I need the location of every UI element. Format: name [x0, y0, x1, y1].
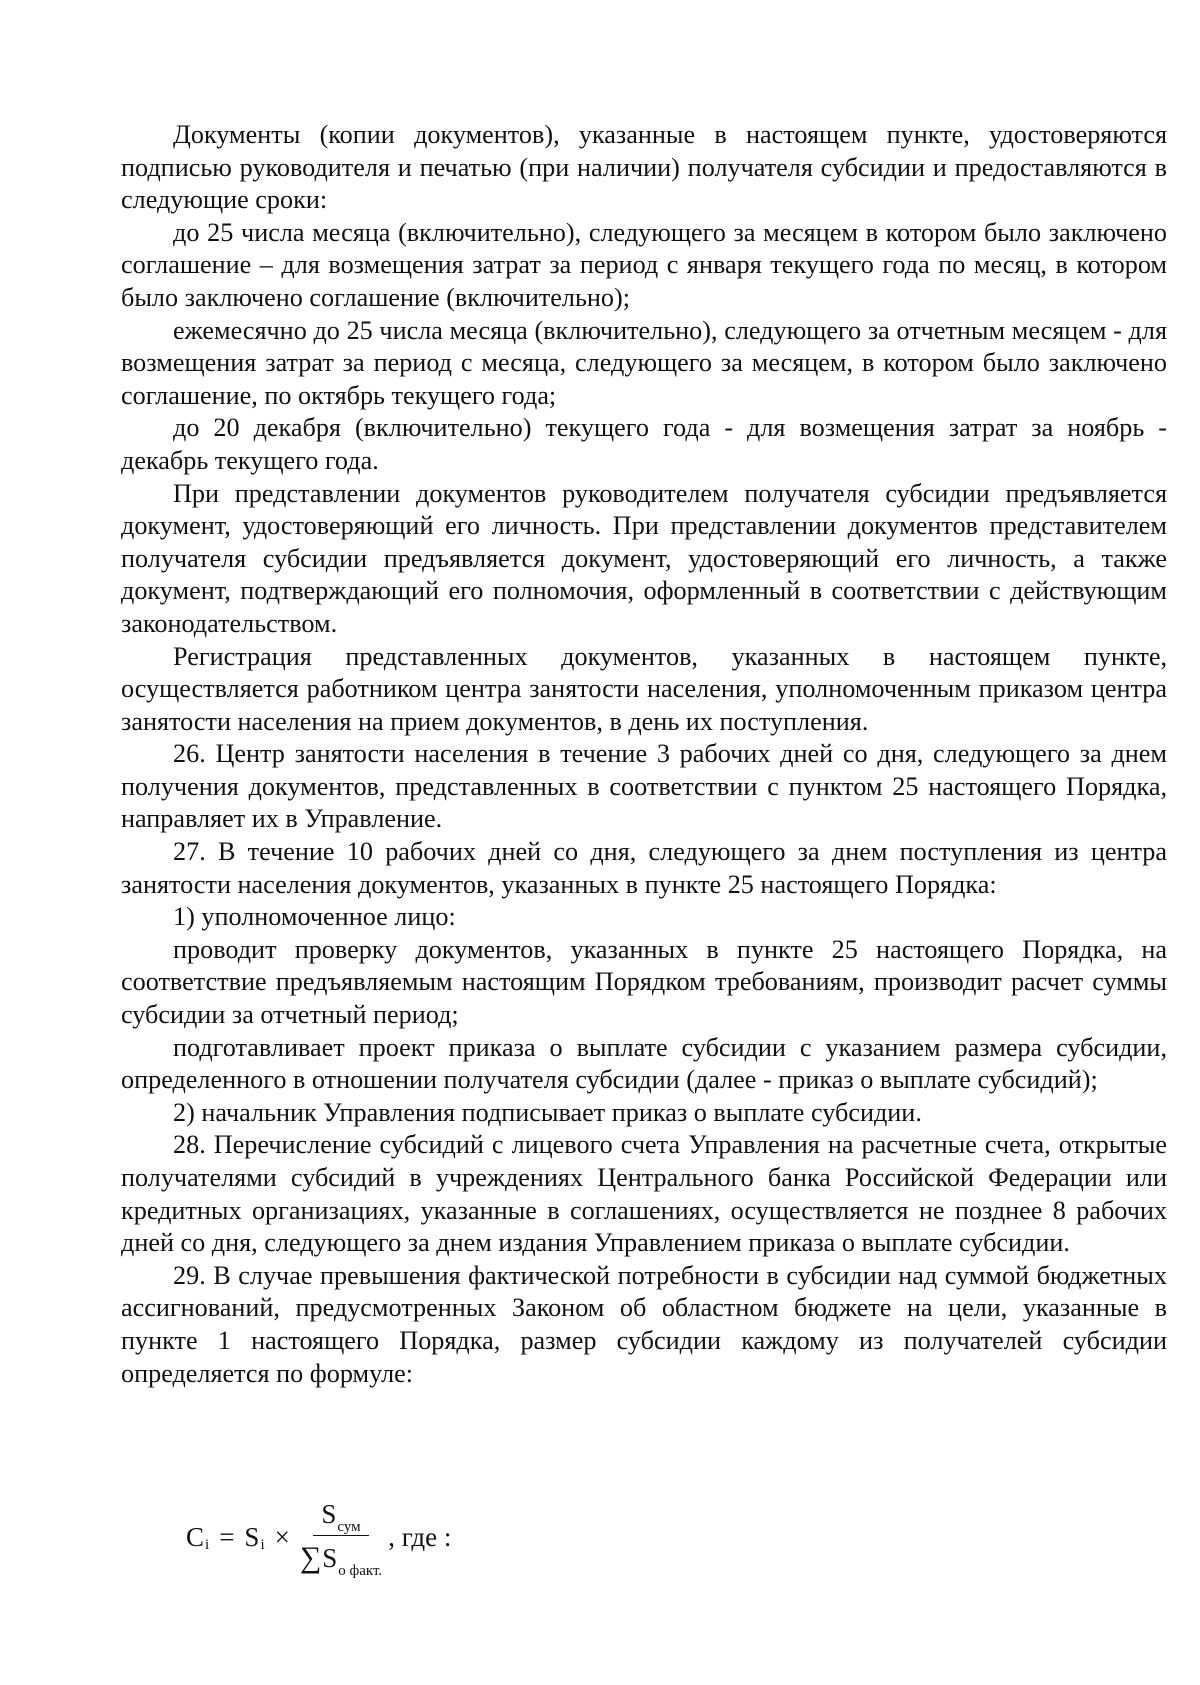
formula-s: S: [244, 1521, 260, 1552]
formula-suffix: , где :: [388, 1521, 452, 1552]
paragraph-draft-order: подготавливает проект приказа о выплате субсидии с указанием размера субсидии, определенного в отношении получателя субсидии (далее - приказ о выплате субсидий);: [121, 1032, 1167, 1095]
formula-denominator: [299, 1536, 383, 1579]
paragraph-registration: Регистрация представленных документов, указанных в настоящем пункте, осуществляется работником центра занятости населения, уполномоченным приказом центра занятости населения на прием документов, в день их поступления.: [121, 641, 1167, 736]
paragraph-item-27: 27. В течение 10 рабочих дней со дня, следующего за днем поступления из центра занятости населения документов, указанных в пункте 25 настоящего Порядка:: [121, 837, 1167, 899]
paragraph-identity: При представлении документов руководителем получателя субсидии предъявляется документ, удостоверяющий его личность. При представлении документов представителем получателя субсидии предъявляется документ, удостоверяющий его личность, а также документ, подтверждающий его полномочия, оформленный в соответствии с действующим законодательством.: [121, 478, 1167, 638]
paragraph-verification: проводит проверку документов, указанных в пункте 25 настоящего Порядка, на соответствие предъявляемым настоящим Порядком требованиям, производит расчет суммы субсидии за отчетный период;: [121, 934, 1167, 1030]
formula-lhs: C: [186, 1521, 205, 1552]
document-body: [121, 119, 1167, 1390]
numerator-subscript: сум: [337, 1519, 361, 1535]
denominator-subscript: о факт.: [338, 1563, 383, 1579]
formula-s-subscript: i: [260, 1536, 265, 1553]
subsidy-formula: [186, 1496, 451, 1578]
paragraph-documents-certification: Документы (копии документов), указанные в настоящем пункте, удостоверяются подписью руководителя и печатью (при наличии) получателя субсидии и предоставляются в следующие сроки:: [121, 120, 1167, 215]
paragraph-deadline-first: до 25 числа месяца (включительно), следующего за месяцем в котором было заключено соглашение – для возмещения затрат за период с января текущего года по месяц, в котором было заключено соглашение (включительно);: [121, 217, 1167, 312]
formula-fraction: [299, 1499, 383, 1579]
numerator-symbol: S: [321, 1499, 337, 1529]
sigma-symbol: ∑: [299, 1541, 322, 1574]
denominator-symbol: S: [322, 1543, 338, 1573]
paragraph-deadline-monthly: ежемесячно до 25 числа месяца (включительно), следующего за отчетным месяцем - для возмещения затрат за период с месяца, следующего за месяцем, в котором было заключено соглашение, по октябрь текущего года;: [121, 315, 1167, 410]
paragraph-item-29: 29. В случае превышения фактической потребности в субсидии над суммой бюджетных ассигнований, предусмотренных Законом об областном бюджете на цели, указанные в пункте 1 настоящего Порядка, размер субсидии каждому из получателей субсидии определяется по формуле:: [121, 1260, 1167, 1388]
paragraph-item-27-1: 1) уполномоченное лицо:: [173, 902, 456, 932]
formula-lhs-subscript: i: [205, 1536, 210, 1553]
paragraph-item-28: 28. Перечисление субсидий с лицевого счета Управления на расчетные счета, открытые получателями субсидий в учреждениях Центрального банка Российской Федерации или кредитных организациях, указанные в соглашениях, осуществляется не позднее 8 рабочих дней со дня, следующего за днем издания Управлением приказа о выплате субсидии.: [121, 1130, 1167, 1258]
formula-numerator: [313, 1499, 368, 1536]
paragraph-item-26: 26. Центр занятости населения в течение 3 рабочих дней со дня, следующего за днем получения документов, представленных в соответствии с пунктом 25 настоящего Порядка, направляет их в Управление.: [121, 739, 1167, 834]
formula-times: ×: [274, 1521, 290, 1552]
paragraph-item-27-2: 2) начальник Управления подписывает приказ о выплате субсидии.: [173, 1097, 922, 1127]
paragraph-deadline-december: до 20 декабря (включительно) текущего года - для возмещения затрат за ноябрь - декабрь текущего года.: [121, 413, 1167, 475]
formula-equals: =: [219, 1521, 235, 1552]
